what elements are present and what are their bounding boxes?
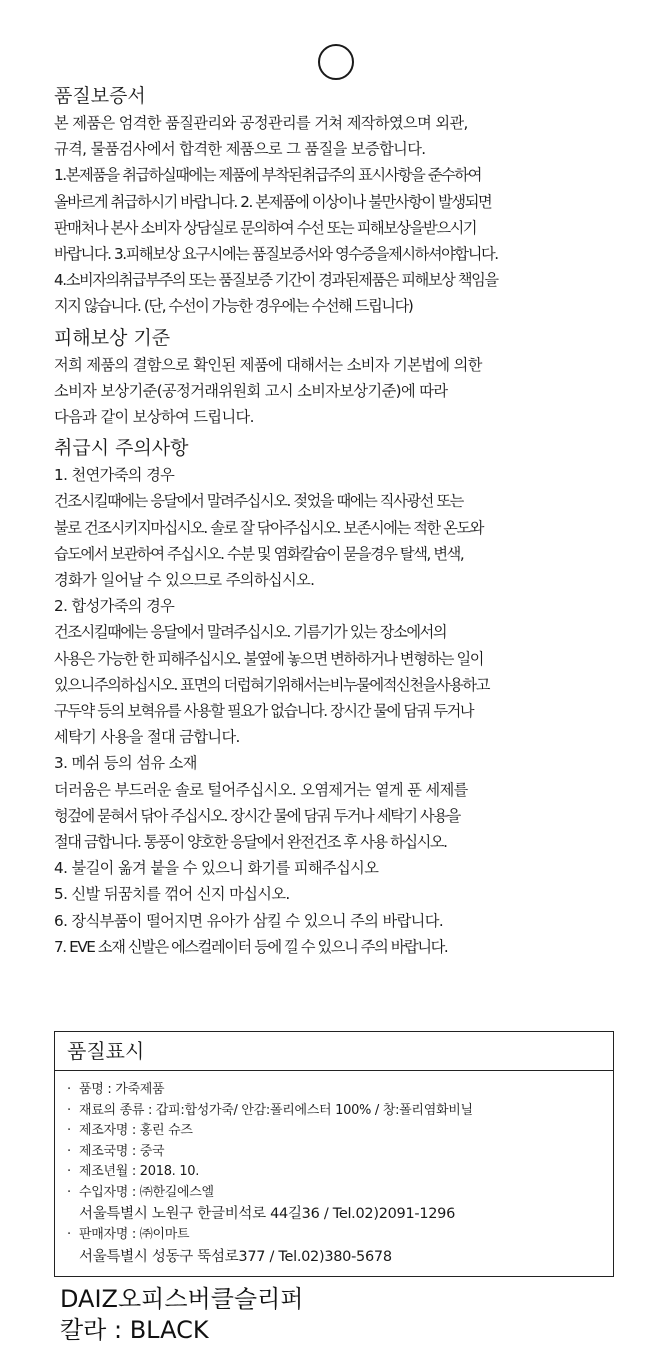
warranty-line: 바랍니다. 3.피해보상 요구시에는 품질보증서와 영수증을제시하셔야합니다. — [54, 245, 498, 264]
bullet-mark: · — [67, 1164, 71, 1179]
warranty-document — [54, 82, 614, 960]
caution-line: 세탁기 사용을 절대 금합니다. — [54, 728, 240, 747]
caution-line: 5. 신발 뒤꿈치를 꺾어 신지 마십시오. — [54, 885, 290, 904]
caution-line: 7. EVE 소재 신발은 에스컬레이터 등에 낄 수 있으니 주의 바랍니다. — [54, 937, 448, 956]
bullet-mark: · — [67, 1082, 71, 1097]
warranty-line: 판매처나 본사 소비자 상담실로 문의하여 수선 또는 피해보상을받으시기 — [54, 218, 477, 237]
warranty-line: 1.본제품을 취급하실때에는 제품에 부착된취급주의 표시사항을 준수하여 — [54, 166, 481, 185]
bullet-mark: · — [67, 1102, 71, 1118]
compensation-line: 저희 제품의 결함으로 확인된 제품에 대해서는 소비자 기본법에 의한 — [54, 355, 482, 374]
quality-item — [67, 1101, 613, 1122]
caution-line: 경화가 일어날 수 있으므로 주의하십시오. — [54, 571, 315, 590]
caution-line: 습도에서 보관하여 주십시오. 수분 및 염화칼슘이 묻을경우 탈색, 변색, — [54, 544, 464, 563]
quality-item — [67, 1162, 613, 1183]
caution-line: 있으니주의하십시오. 표면의 더럽혀기위해서는비누물에적신천을사용하고 — [54, 675, 489, 694]
quality-label-list — [55, 1071, 613, 1268]
warranty-line: 지지 않습니다. (단, 수선이 가능한 경우에는 수선해 드립니다) — [54, 297, 413, 316]
caution-line: 6. 장식부품이 떨어지면 유아가 삼킬 수 있으니 주의 바랍니다. — [54, 911, 444, 930]
quality-item-text: 품명 : 가죽제품 — [79, 1082, 165, 1097]
bullet-mark: · — [67, 1227, 71, 1242]
caution-subheading: 3. 메쉬 등의 섬유 소재 — [54, 754, 197, 773]
caution-line: 구두약 등의 보혁유를 사용할 필요가 없습니다. 장시간 물에 담궈 두거나 — [54, 702, 474, 721]
warranty-line: 4.소비자의취급부주의 또는 품질보증 기간이 경과된제품은 피해보상 책임을 — [54, 271, 498, 290]
warranty-line: 규격, 물품검사에서 합격한 제품으로 그 품질을 보증합니다. — [54, 140, 426, 159]
bullet-mark: · — [67, 1123, 71, 1138]
caution-line: 건조시킬때에는 응달에서 말려주십시오. 젖었을 때에는 직사광선 또는 — [54, 492, 463, 511]
importer-address: 서울특별시 노원구 한글비석로 44길36 / Tel.02)2091-1296 — [79, 1206, 456, 1222]
caution-line: 4. 불길이 옮겨 붙을 수 있으니 화기를 피해주십시오 — [54, 859, 379, 878]
quality-item-text: 수입자명 : ㈜한길에스엘 — [79, 1184, 214, 1200]
quality-item-text: 제조자명 : 홍린 슈즈 — [79, 1123, 193, 1138]
quality-item — [67, 1183, 613, 1204]
caution-line: 절대 금합니다. 통풍이 양호한 응달에서 완전건조 후 사용 하십시오. — [54, 833, 447, 852]
quality-item-text: 제조년월 : 2018. 10. — [79, 1164, 200, 1179]
product-color: 칼라 : BLACK — [60, 1316, 209, 1344]
caution-line: 건조시킬때에는 응달에서 말려주십시오. 기름기가 있는 장소에서의 — [54, 623, 447, 642]
seller-address: 서울특별시 성동구 뚝섬로377 / Tel.02)380-5678 — [79, 1248, 392, 1265]
quality-item-text: 판매자명 : ㈜이마트 — [79, 1227, 190, 1242]
caution-line: 헝겊에 묻혀서 닦아 주십시오. 장시간 물에 담궈 두거나 세탁기 사용을 — [54, 806, 460, 825]
quality-item — [67, 1225, 613, 1246]
quality-item — [67, 1121, 613, 1142]
hang-tag-hole — [318, 44, 354, 80]
warranty-title: 품질보증서 — [54, 85, 146, 107]
caution-line: 더러움은 부드러운 솔로 털어주십시오. 오염제거는 옅게 푼 세제를 — [54, 780, 468, 799]
warranty-line: 본 제품은 엄격한 품질관리와 공정관리를 거쳐 제작하였으며 외관, — [54, 114, 468, 132]
product-name: DAIZ오피스버클슬리퍼 — [60, 1285, 304, 1313]
caution-line: 사용은 가능한 한 피해주십시오. 불옆에 놓으면 변하하거나 변형하는 일이 — [54, 649, 483, 668]
compensation-title: 피해보상 기준 — [54, 326, 171, 349]
quality-item — [67, 1080, 613, 1101]
caution-title: 취급시 주의사항 — [54, 437, 189, 460]
quality-item-text: 제조국명 : 중국 — [79, 1143, 165, 1159]
quality-label-box — [54, 1031, 614, 1277]
product-info — [60, 1284, 303, 1346]
caution-line: 불로 건조시키지마십시오. 솔로 잘 닦아주십시오. 보존시에는 적한 온도와 — [54, 518, 483, 537]
compensation-line: 소비자 보상기준(공정거래위원회 고시 소비자보상기준)에 따라 — [54, 381, 448, 400]
warranty-body — [54, 110, 614, 320]
caution-subheading: 1. 천연가죽의 경우 — [54, 466, 175, 485]
quality-label-title: 품질표시 — [55, 1032, 613, 1071]
caution-body — [54, 462, 614, 960]
warranty-line: 올바르게 취급하시기 바랍니다. 2. 본제품에 이상이나 불만사항이 발생되면 — [54, 192, 492, 211]
bullet-mark: · — [67, 1184, 71, 1200]
quality-item-text: 재료의 종류 : 갑피:합성가죽/ 안감:폴리에스터 100% / 창:폴리염화비닐 — [79, 1102, 473, 1118]
quality-item — [67, 1142, 613, 1163]
bullet-mark: · — [67, 1143, 71, 1159]
compensation-line: 다음과 같이 보상하여 드립니다. — [54, 408, 254, 427]
compensation-body — [54, 352, 614, 431]
caution-subheading: 2. 합성가죽의 경우 — [54, 597, 175, 616]
